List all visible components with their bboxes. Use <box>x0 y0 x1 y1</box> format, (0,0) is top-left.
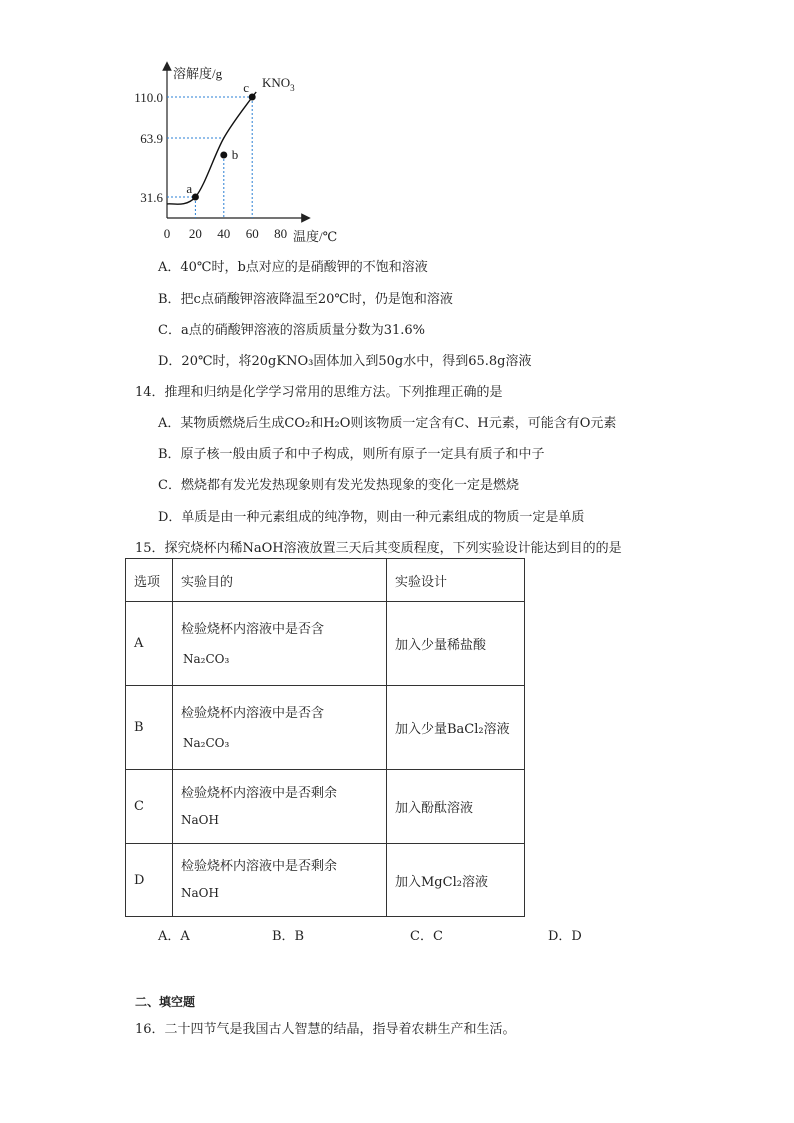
q15-answer-c: C．C <box>410 929 443 944</box>
q15-answer-b: B．B <box>272 929 305 944</box>
q15-answer-a: A．A <box>158 929 190 944</box>
row-design: 加入酚酞溶液 <box>387 770 525 844</box>
q14-option-a: A．某物质燃烧后生成CO₂和H₂O则该物质一定含有C、H元素，可能含有O元素 <box>158 416 617 431</box>
point-label-b: b <box>231 147 239 162</box>
y-tick-label: 63.9 <box>140 131 163 146</box>
point-c <box>249 94 256 101</box>
purpose-line1: 检验烧杯内溶液中是否剩余 <box>181 859 338 874</box>
row-design: 加入少量BaCl₂溶液 <box>387 686 525 770</box>
row-option: C <box>126 770 173 844</box>
header-purpose: 实验目的 <box>173 559 387 602</box>
purpose-line2: Na₂CO₃ <box>183 651 230 666</box>
kno3-curve <box>167 92 256 204</box>
point-label-c: c <box>243 80 249 95</box>
solubility-chart <box>0 0 794 250</box>
point-label-a: a <box>186 181 193 196</box>
table-row <box>126 686 525 770</box>
x-tick-label: 60 <box>245 226 259 241</box>
x-axis-label: 温度/℃ <box>293 229 338 244</box>
q14-option-c: C．燃烧都有发光发热现象则有发光发热现象的变化一定是燃烧 <box>158 478 519 493</box>
q15-table <box>125 558 525 917</box>
y-tick-label: 31.6 <box>140 190 163 205</box>
purpose-line1: 检验烧杯内溶液中是否含 <box>181 705 325 721</box>
q13-option-c: C．a点的硝酸钾溶液的溶质质量分数为31.6% <box>158 323 425 338</box>
row-option: B <box>126 686 173 770</box>
purpose-line1: 检验烧杯内溶液中是否剩余 <box>181 785 338 801</box>
purpose-line2: Na₂CO₃ <box>183 735 230 750</box>
q14-option-b: B．原子核一般由质子和中子构成，则所有原子一定具有质子和中子 <box>158 447 545 462</box>
table-row <box>126 602 525 686</box>
q15-stem: 15．探究烧杯内稀NaOH溶液放置三天后其变质程度，下列实验设计能达到目的的是 <box>135 541 622 556</box>
row-purpose <box>173 686 387 770</box>
x-tick-label: 40 <box>217 226 231 241</box>
section-title: 二、填空题 <box>135 995 196 1009</box>
row-purpose <box>173 602 387 686</box>
point-a <box>192 194 199 201</box>
table-row <box>126 770 525 844</box>
row-purpose <box>173 770 387 844</box>
row-design: 加入MgCl₂溶液 <box>387 844 525 917</box>
table-row <box>126 844 525 917</box>
q16-stem: 16．二十四节气是我国古人智慧的结晶，指导着农耕生产和生活。 <box>135 1022 516 1037</box>
row-design: 加入少量稀盐酸 <box>387 602 525 686</box>
q14-option-d: D．单质是由一种元素组成的纯净物，则由一种元素组成的物质一定是单质 <box>158 510 585 525</box>
x-tick-label: 20 <box>188 226 202 241</box>
row-option: D <box>126 844 173 917</box>
x-tick-label: 0 <box>163 226 171 241</box>
y-axis-label: 溶解度/g <box>173 66 223 81</box>
purpose-line1: 检验烧杯内溶液中是否含 <box>181 621 325 637</box>
purpose-line2: NaOH <box>181 886 219 900</box>
header-design: 实验设计 <box>387 559 525 602</box>
q14-stem: 14．推理和归纳是化学学习常用的思维方法。下列推理正确的是 <box>135 385 503 400</box>
series-label: $KNO_3$ <box>262 75 295 93</box>
q13-option-b: B．把c点硝酸钾溶液降温至20℃时，仍是饱和溶液 <box>158 292 453 307</box>
purpose-line2: NaOH <box>181 812 219 827</box>
q13-option-d: D．20℃时，将20gKNO₃固体加入到50g水中，得到65.8g溶液 <box>158 354 532 369</box>
row-purpose <box>173 844 387 917</box>
row-option: A <box>126 602 173 686</box>
table-header-row <box>126 559 525 602</box>
q13-option-a: A．40℃时，b点对应的是硝酸钾的不饱和溶液 <box>158 260 428 275</box>
x-tick-label: 80 <box>274 226 288 241</box>
q15-answer-d: D．D <box>548 929 582 944</box>
header-option: 选项 <box>126 559 173 602</box>
y-tick-label: 110.0 <box>134 90 163 105</box>
point-b <box>220 152 227 159</box>
